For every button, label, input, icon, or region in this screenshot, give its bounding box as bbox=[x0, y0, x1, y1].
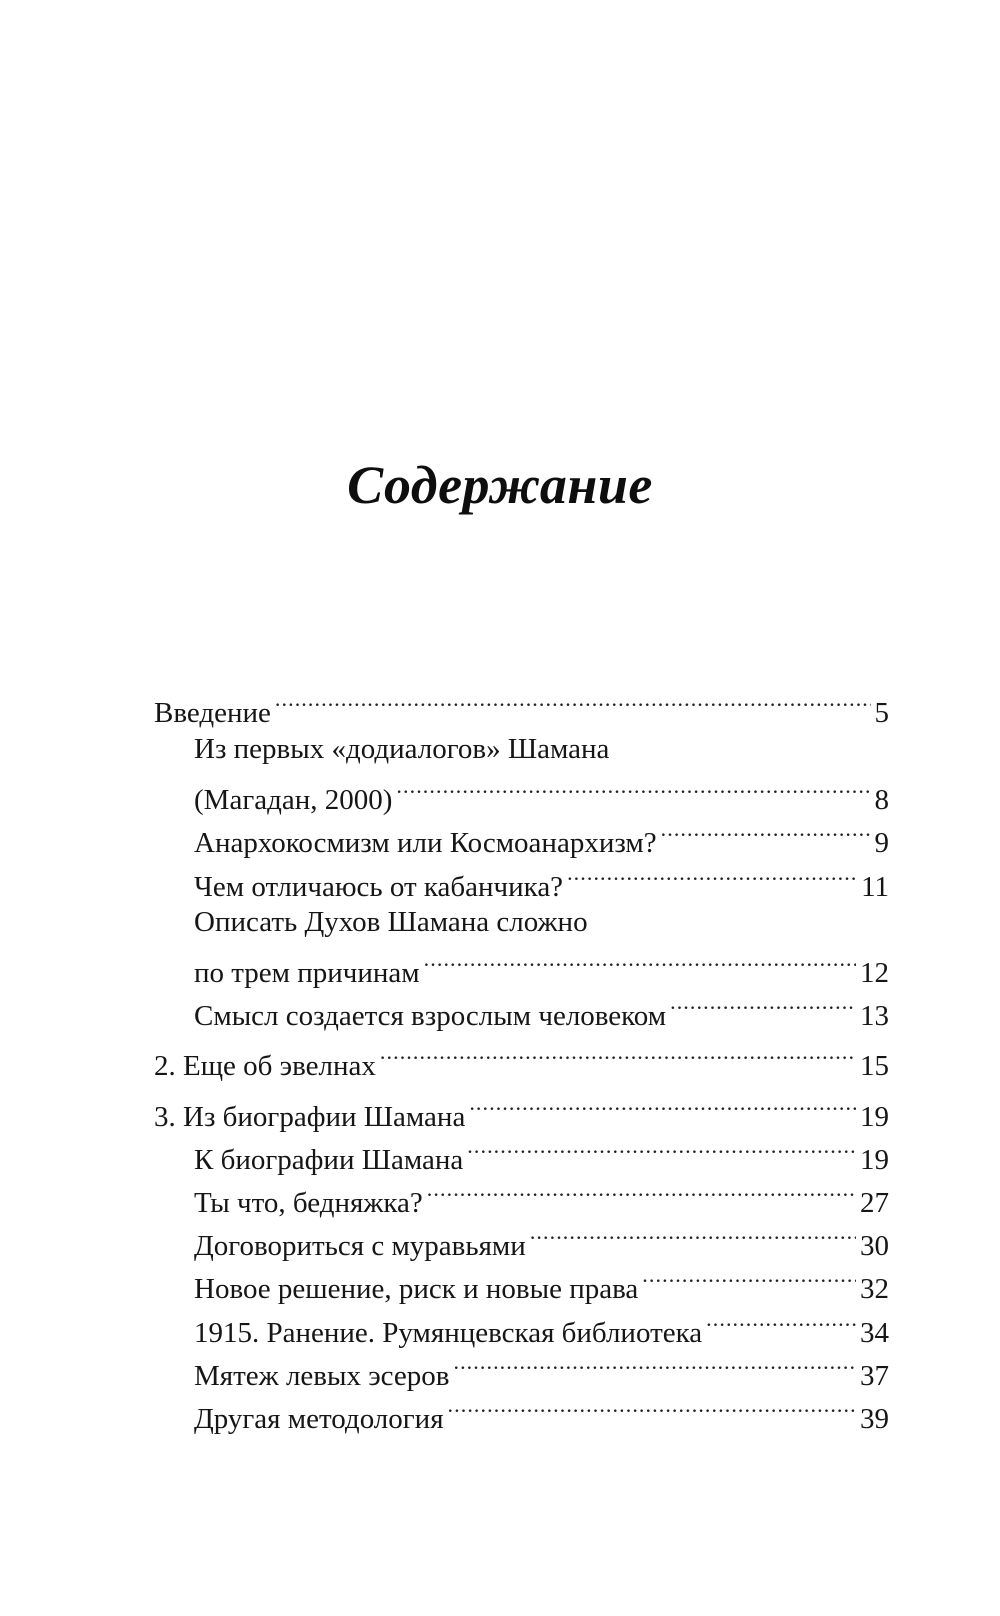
toc-entry-title: Введение bbox=[154, 697, 271, 729]
toc-entry bbox=[194, 818, 889, 860]
toc-entry bbox=[194, 1135, 889, 1177]
toc-entry-title-line1: Из первых «додиалогов» Шамана bbox=[194, 733, 610, 765]
toc-entry-title: 1915. Ранение. Румянцевская библиотека bbox=[194, 1317, 703, 1349]
toc-entry-page: 12 bbox=[860, 957, 889, 989]
toc-entry-page: 27 bbox=[860, 1187, 889, 1219]
toc-entry-page: 11 bbox=[861, 871, 889, 903]
toc-entry bbox=[194, 862, 889, 904]
toc-entry-title: Другая методология bbox=[194, 1403, 444, 1435]
toc-entry bbox=[194, 775, 889, 817]
toc-entry-title: Договориться с муравьями bbox=[194, 1230, 526, 1262]
toc-entry-title: 3. Из биографии Шамана bbox=[154, 1101, 466, 1133]
dot-leader bbox=[424, 948, 856, 982]
toc-entry-page: 30 bbox=[860, 1230, 889, 1262]
toc-entry-title: Новое решение, риск и новые права bbox=[194, 1273, 639, 1305]
dot-leader bbox=[567, 862, 857, 896]
toc-entry-title: Анархокосмизм или Космоанархизм? bbox=[194, 827, 657, 859]
dot-leader bbox=[453, 1351, 856, 1385]
toc-entry-page: 19 bbox=[860, 1101, 889, 1133]
toc-entry bbox=[194, 1308, 889, 1350]
page-title: Содержание bbox=[347, 455, 653, 515]
toc-entry bbox=[194, 1394, 889, 1436]
dot-leader bbox=[275, 688, 871, 722]
dot-leader bbox=[380, 1041, 856, 1075]
dot-leader bbox=[530, 1221, 856, 1255]
toc-entry-page: 39 bbox=[860, 1403, 889, 1435]
toc-entry-title: Чем отличаюсь от кабанчика? bbox=[194, 871, 564, 903]
toc-entry-page: 19 bbox=[860, 1144, 889, 1176]
toc-entry-page: 32 bbox=[860, 1273, 889, 1305]
toc-entry bbox=[194, 732, 889, 766]
toc-entry-page: 37 bbox=[860, 1360, 889, 1392]
toc-entry-title: Мятеж левых эсеров bbox=[194, 1360, 450, 1392]
dot-leader bbox=[642, 1264, 856, 1298]
dot-leader bbox=[469, 1092, 856, 1126]
toc-entry-title: Смысл создается взрослым человеком bbox=[194, 1000, 667, 1032]
toc-entry-page: 15 bbox=[860, 1050, 889, 1082]
toc-entry bbox=[194, 1351, 889, 1393]
dot-leader bbox=[448, 1394, 856, 1428]
toc-entry bbox=[194, 1178, 889, 1220]
toc-entry-page: 13 bbox=[860, 1000, 889, 1032]
toc-entry-page: 8 bbox=[874, 784, 889, 816]
dot-leader bbox=[661, 818, 871, 852]
dot-leader bbox=[706, 1308, 856, 1342]
toc-entry-title: по трем причинам bbox=[194, 957, 420, 989]
toc-entry-title: Ты что, бедняжка? bbox=[194, 1187, 423, 1219]
toc-entry bbox=[194, 991, 889, 1033]
toc-entry-title-line1: Описать Духов Шамана сложно bbox=[194, 906, 588, 938]
toc-entry bbox=[154, 688, 889, 730]
dot-leader bbox=[396, 775, 870, 809]
toc-entry bbox=[194, 948, 889, 990]
dot-leader bbox=[670, 991, 856, 1025]
toc-entry bbox=[194, 905, 889, 939]
dot-leader bbox=[427, 1178, 856, 1212]
toc-entry bbox=[154, 1092, 889, 1134]
toc-entry-page: 34 bbox=[860, 1317, 889, 1349]
toc-entry-page: 5 bbox=[874, 697, 889, 729]
toc-entry bbox=[154, 1041, 889, 1083]
toc-entry-title: К биографии Шамана bbox=[194, 1144, 464, 1176]
toc-entry bbox=[194, 1264, 889, 1306]
toc-entry-title: 2. Еще об эвелнах bbox=[154, 1050, 376, 1082]
toc-entry-page: 9 bbox=[874, 827, 889, 859]
dot-leader bbox=[467, 1135, 856, 1169]
toc-entry bbox=[194, 1221, 889, 1263]
toc-entry-title: (Магадан, 2000) bbox=[194, 784, 393, 816]
